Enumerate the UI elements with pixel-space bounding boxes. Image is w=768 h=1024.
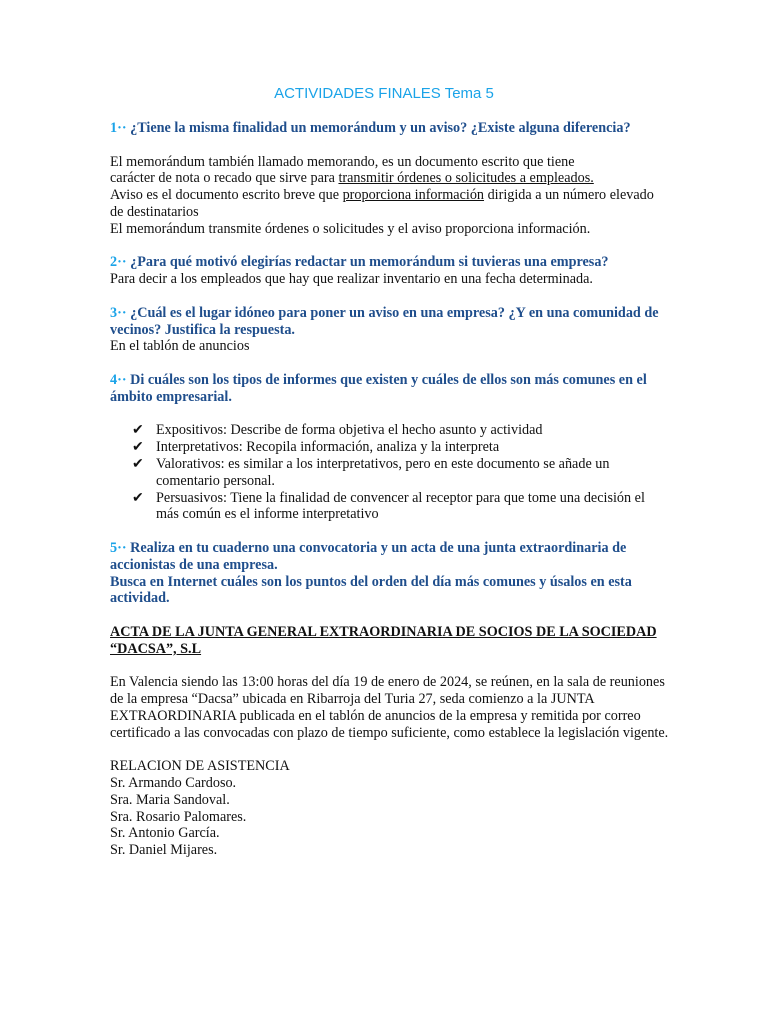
question-1 bbox=[110, 120, 670, 137]
list-item bbox=[132, 439, 670, 456]
attendee: Sra. Maria Sandoval. bbox=[110, 791, 230, 808]
attendee: Sra. Rosario Palomares. bbox=[110, 808, 247, 825]
attendance-heading: RELACION DE ASISTENCIA bbox=[110, 758, 290, 775]
underlined-text: proporciona información bbox=[342, 187, 485, 204]
list-item bbox=[132, 490, 670, 524]
question-text: Realiza en tu cuaderno una convocatoria y un acta de una junta extraordinaria de accionistas de una empresa. bbox=[110, 539, 627, 573]
answer-1-line-2 bbox=[110, 170, 670, 187]
list-item-text: Persuasivos: Tiene la finalidad de convencer al receptor para que tome una decisión el más común es el informe interpretativo bbox=[156, 489, 645, 523]
list-item-text: Valorativos: es similar a los interpretativos, pero en este documento se añade un comentario personal. bbox=[156, 455, 610, 489]
question-number: 4·· bbox=[110, 371, 127, 388]
underlined-text: transmitir órdenes o solicitudes a empleados. bbox=[338, 170, 594, 187]
question-5 bbox=[110, 540, 670, 574]
question-number: 1·· bbox=[110, 120, 127, 136]
attendee: Sr. Armando Cardoso. bbox=[110, 775, 237, 792]
attendee: Sr. Antonio García. bbox=[110, 825, 220, 842]
question-number: 2·· bbox=[110, 254, 127, 271]
question-number: 3·· bbox=[110, 304, 127, 321]
checkmark-icon: ✔ bbox=[132, 422, 144, 439]
answer-1-line-3 bbox=[110, 187, 670, 221]
question-text: ¿Cuál es el lugar idóneo para poner un aviso en una empresa? ¿Y en una comunidad de vecinos? Justifica la respuesta. bbox=[110, 304, 659, 338]
document-body bbox=[110, 120, 670, 859]
checkmark-icon: ✔ bbox=[132, 489, 144, 506]
checkmark-icon: ✔ bbox=[132, 455, 144, 472]
attendee: Sr. Daniel Mijares. bbox=[110, 842, 218, 859]
question-text: ¿Para qué motivó elegirías redactar un memorándum si tuvieras una empresa? bbox=[126, 254, 609, 271]
question-5-instruction: Busca en Internet cuáles son los puntos del orden del día más comunes y úsalos en esta actividad. bbox=[110, 573, 632, 607]
question-text: ¿Tiene la misma finalidad un memorándum y un aviso? ¿Existe alguna diferencia? bbox=[126, 120, 631, 136]
question-number: 5·· bbox=[110, 539, 127, 556]
question-2 bbox=[110, 254, 670, 271]
answer-text: Aviso es el documento escrito breve que bbox=[110, 187, 343, 204]
answer-2: Para decir a los empleados que hay que realizar inventario en una fecha determinada. bbox=[110, 271, 593, 288]
answer-3: En el tablón de anuncios bbox=[110, 338, 250, 355]
answer-text: dirigida a un número elevado de destinatarios bbox=[110, 187, 654, 220]
answer-text: carácter de nota o recado que sirve para bbox=[110, 170, 339, 187]
question-text: Di cuáles son los tipos de informes que existen y cuáles de ellos son más comunes en el ámbito empresarial. bbox=[110, 371, 647, 405]
list-item-text: Interpretativos: Recopila información, analiza y la interpreta bbox=[156, 439, 500, 456]
list-item bbox=[132, 422, 670, 439]
acta-body: En Valencia siendo las 13:00 horas del día 19 de enero de 2024, se reúnen, en la sala de reuniones de la empresa “Dacsa” ubicada en Ribarroja del Turia 27, seda comienzo a la JUNTA EXTRAORDINARIA publicada en el tablón de anuncios de la empresa y remitida por correo certificado a las convocadas con plazo de tiempo suficiente, como establece la legislación vigente. bbox=[110, 674, 669, 741]
list-item bbox=[132, 456, 670, 490]
report-types-list bbox=[110, 422, 670, 523]
answer-1-line-1: El memorándum también llamado memorando, es un documento escrito que tiene bbox=[110, 153, 575, 170]
page-title: ACTIVIDADES FINALES Tema 5 bbox=[274, 85, 494, 102]
acta-title: ACTA DE LA JUNTA GENERAL EXTRAORDINARIA DE SOCIOS DE LA SOCIEDAD “DACSA”, S.L bbox=[110, 623, 657, 657]
answer-1-line-4: El memorándum transmite órdenes o solicitudes y el aviso proporciona información. bbox=[110, 220, 591, 237]
list-item-text: Expositivos: Describe de forma objetiva el hecho asunto y actividad bbox=[156, 422, 543, 439]
question-4 bbox=[110, 372, 670, 406]
question-3 bbox=[110, 305, 670, 339]
checkmark-icon: ✔ bbox=[132, 439, 144, 456]
